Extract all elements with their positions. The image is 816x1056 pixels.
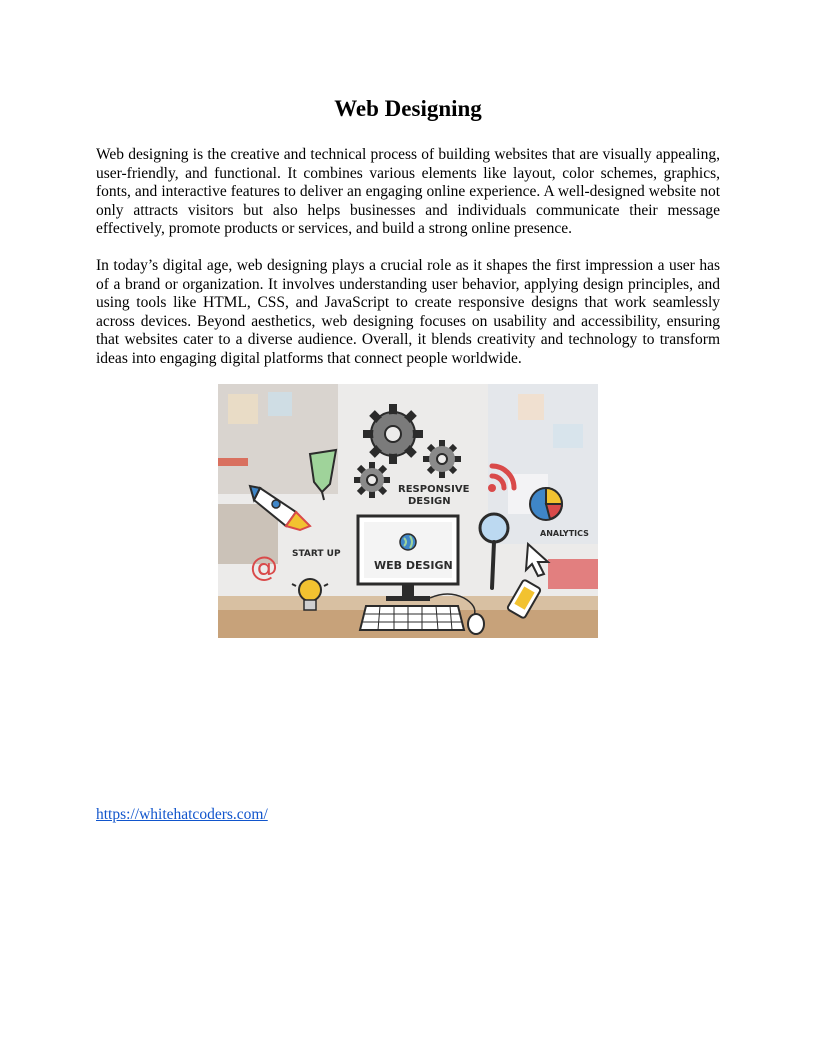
pie-chart-icon	[530, 488, 562, 520]
design-label: DESIGN	[408, 496, 451, 507]
responsive-label: RESPONSIVE	[398, 484, 470, 495]
paragraph-importance: In today’s digital age, web designing plays a crucial role as it shapes the first impression a user has of a brand or organization. It involves understanding user behavior, applying design principles, and using tools like HTML, CSS, and JavaScript to create responsive designs that work seamlessly across devices. Beyond aesthetics, web designing focuses on usability and accessibility, ensuring that websites cater to a diverse audience. Overall, it blends creativity and technology to transform ideas into engaging digital platforms that connect people worldwide.	[96, 257, 720, 367]
gear-icon	[363, 404, 423, 464]
web-design-label: WEB DESIGN	[374, 559, 453, 572]
globe-icon	[400, 534, 416, 550]
start-up-label: START UP	[292, 549, 341, 559]
gear-icon	[354, 462, 390, 498]
keyboard-icon	[360, 606, 464, 630]
paragraph-intro: Web designing is the creative and technical process of building websites that are visually appealing, user-friendly, and functional. It combines various elements like layout, color schemes, graphics, fonts, and interactive features to deliver an engaging online experience. A well-designed website not only attracts visitors but also helps businesses and individuals communicate their message effectively, promote products or services, and build a strong online presence.	[96, 146, 720, 237]
at-sign-icon: @	[250, 550, 278, 583]
web-design-illustration	[218, 384, 598, 638]
page-title: Web Designing	[334, 96, 482, 121]
analytics-label: ANALYTICS	[540, 529, 589, 538]
footer-website-link[interactable]: https://whitehatcoders.com/	[96, 806, 268, 823]
